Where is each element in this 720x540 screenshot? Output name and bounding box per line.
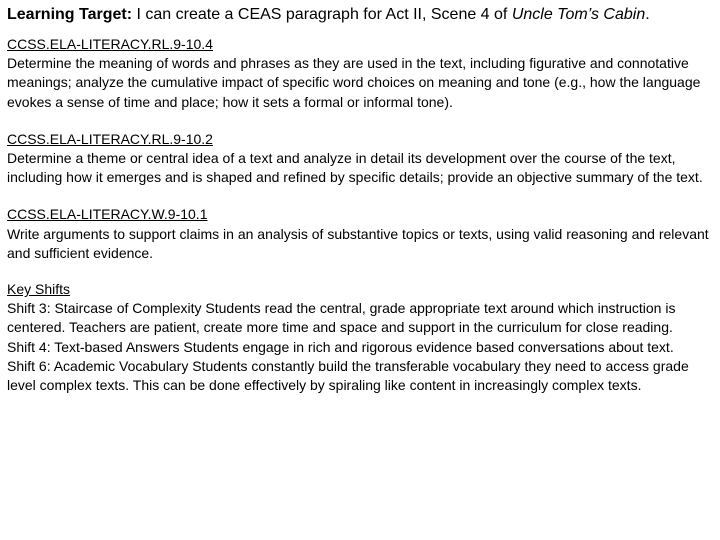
standard-description: Write arguments to support claims in an analysis of substantive topics or texts, using valid reasoning and relevant and sufficient evidence.: [7, 225, 709, 261]
book-title: Uncle Tom’s Cabin: [511, 6, 646, 23]
standard-rl-9-10-4: [7, 35, 715, 112]
learning-target-end: .: [645, 6, 650, 23]
standard-code[interactable]: CCSS.ELA-LITERACY.W.9-10.1: [7, 206, 208, 223]
learning-target: [7, 5, 715, 25]
key-shift-item: Shift 4: Text-based Answers Students engage in rich and rigorous evidence based conversations about text.: [7, 338, 674, 355]
key-shift-item: Shift 6: Academic Vocabulary Students constantly build the transferable vocabulary they need to access grade level complex texts. This can be done effectively by spiraling like content in increasingly complex texts.: [7, 357, 689, 394]
standard-rl-9-10-2: [7, 130, 715, 188]
standard-description: Determine the meaning of words and phrases as they are used in the text, including figurative and connotative meanings; analyze the cumulative impact of specific word choices on meaning and tone (e.g., how the language evokes a sense of time and place; how it sets a formal or informal tone).: [7, 55, 701, 110]
key-shift-item: Shift 3: Staircase of Complexity Students read the central, grade appropriate text around which instruction is centered. Teachers are patient, create more time and space and support in the curriculum for close reading.: [7, 300, 676, 336]
learning-target-text: I can create a CEAS paragraph for Act II, Scene 4 of: [132, 6, 512, 23]
standard-code[interactable]: CCSS.ELA-LITERACY.RL.9-10.2: [7, 130, 213, 147]
key-shifts-heading[interactable]: Key Shifts: [7, 281, 71, 298]
document-page: [7, 5, 715, 413]
standard-code[interactable]: CCSS.ELA-LITERACY.RL.9-10.4: [7, 36, 213, 52]
standard-description: Determine a theme or central idea of a text and analyze in detail its development over the course of the text, including how it emerges and is shaped and refined by specific details; provide an objective summary of the text.: [7, 150, 703, 186]
standard-w-9-10-1: [7, 205, 715, 263]
key-shifts: [7, 280, 715, 395]
learning-target-label: Learning Target:: [7, 6, 133, 23]
